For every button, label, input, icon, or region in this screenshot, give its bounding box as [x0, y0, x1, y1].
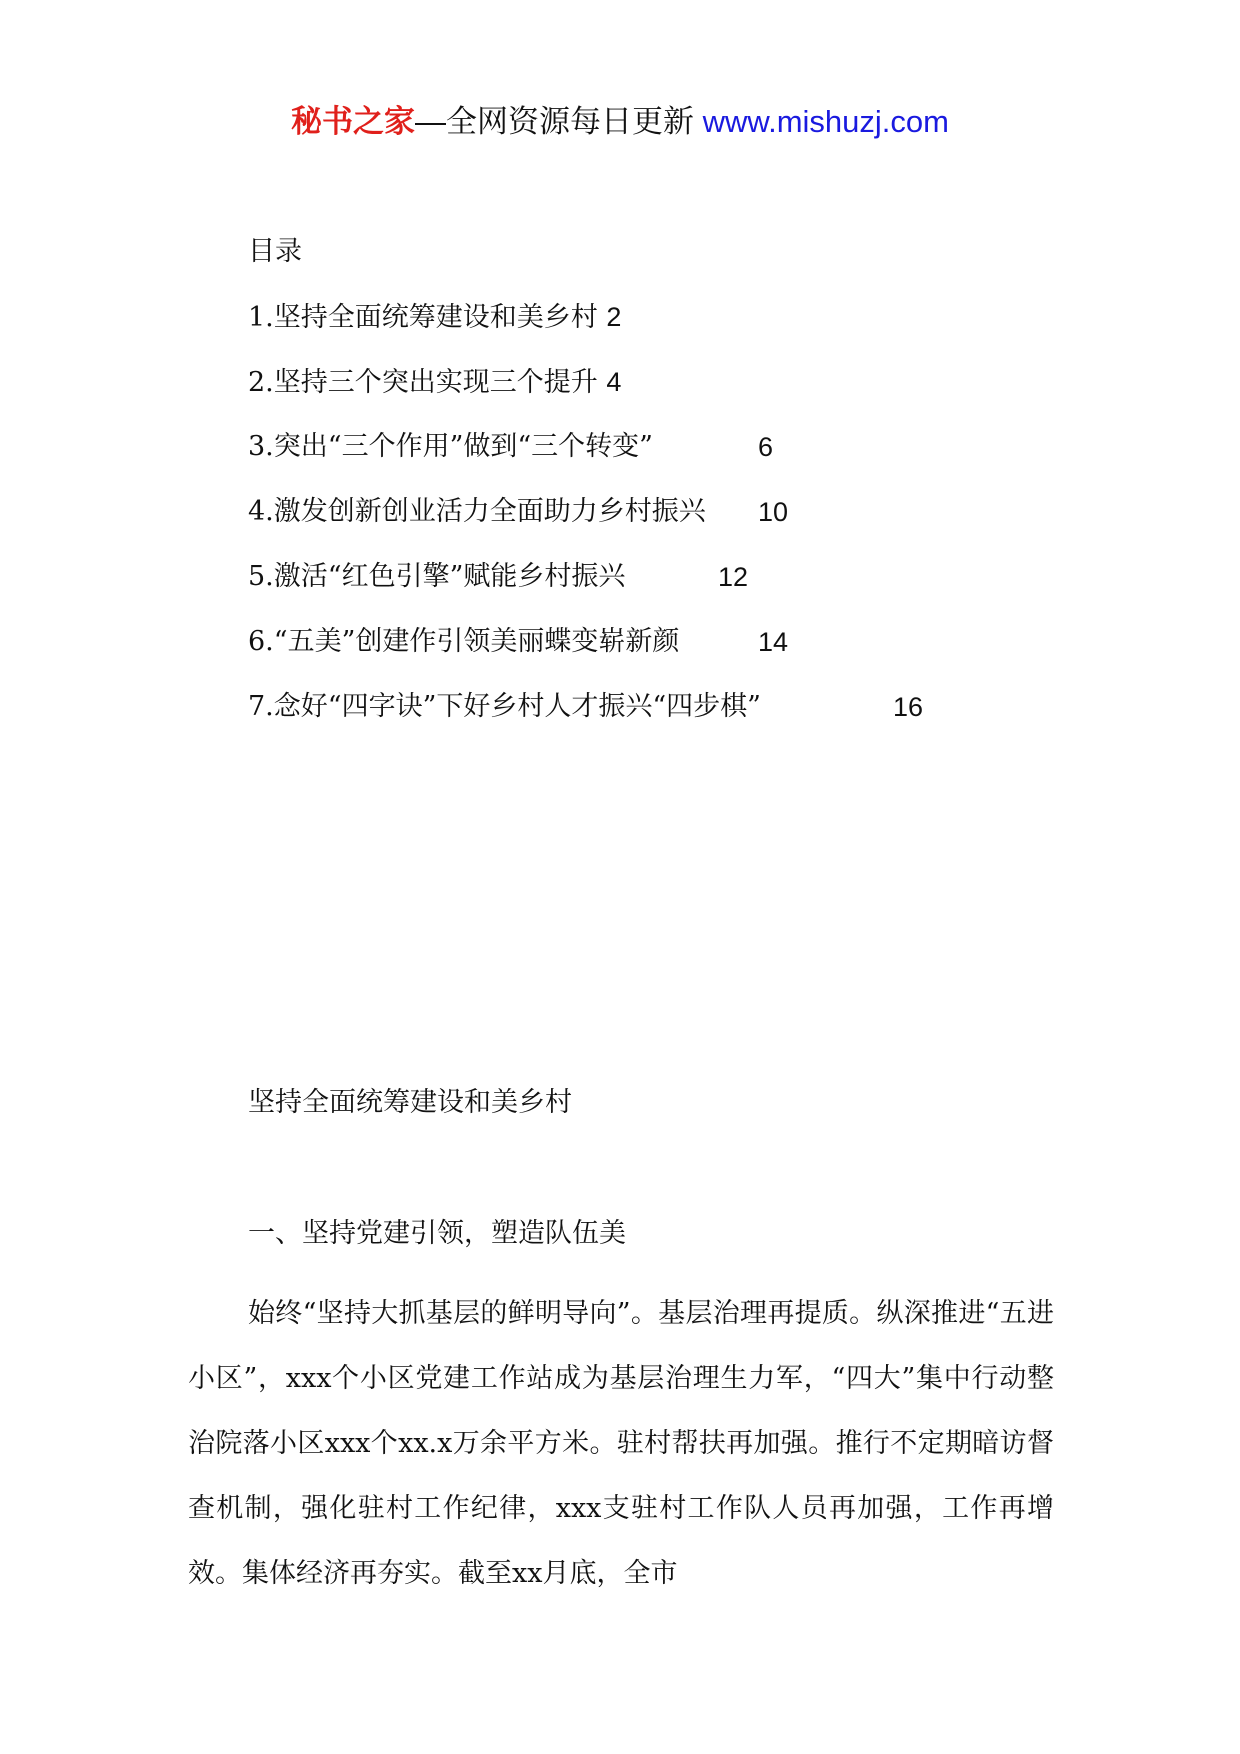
- body-paragraph: 始终“坚持大抓基层的鲜明导向”。基层治理再提质。纵深推进“五进小区”，xxx个小区党建工作站成为基层治理生力军，“四大”集中行动整治院落小区xxx个xx.x万余平方米。驻村帮扶再加强。推行不定期暗访督查机制，强化驻村工作纪律，xxx支驻村工作队人员再加强，工作再增效。集体经济再夯实。截至xx月底，全市: [188, 1298, 1054, 1589]
- toc-title: 目录: [248, 236, 302, 267]
- toc-item[interactable]: [248, 427, 1148, 467]
- toc-item[interactable]: [248, 622, 1148, 662]
- toc-item-page: 4: [606, 367, 622, 397]
- toc-item-page: 10: [758, 497, 789, 527]
- toc-item-label: 2.坚持三个突出实现三个提升: [248, 367, 607, 398]
- toc-item-label: 1.坚持全面统筹建设和美乡村: [248, 302, 607, 333]
- toc-item-page: 12: [718, 562, 749, 592]
- toc-item-label: 6.“五美”创建作引领美丽蝶变崭新颜: [248, 626, 680, 657]
- site-header: [0, 100, 1240, 144]
- toc-item-page: 6: [758, 432, 774, 462]
- subsection-heading: 一、坚持党建引领，塑造队伍美: [248, 1218, 626, 1249]
- toc-item-page: 16: [893, 692, 924, 722]
- toc-item-label: 4.激发创新创业活力全面助力乡村振兴: [248, 496, 706, 527]
- header-tagline: —全网资源每日更新: [415, 104, 703, 139]
- toc-item-page: 2: [606, 302, 622, 332]
- toc-item[interactable]: [248, 492, 1148, 532]
- section-title: 坚持全面统筹建设和美乡村: [248, 1087, 572, 1118]
- toc-item[interactable]: [248, 557, 1148, 597]
- table-of-contents: [248, 232, 1148, 752]
- toc-item-label: 3.突出“三个作用”做到“三个转变”: [248, 431, 653, 462]
- toc-item[interactable]: [248, 687, 1148, 727]
- toc-item-page: 14: [758, 627, 789, 657]
- site-url-link[interactable]: www.mishuzj.com: [702, 104, 949, 139]
- toc-item[interactable]: [248, 297, 1148, 337]
- toc-item-label: 5.激活“红色引擎”赋能乡村振兴: [248, 561, 626, 592]
- brand-name: 秘书之家: [291, 104, 416, 139]
- toc-item[interactable]: [248, 362, 1148, 402]
- toc-item-label: 7.念好“四字诀”下好乡村人才振兴“四步棋”: [248, 691, 761, 722]
